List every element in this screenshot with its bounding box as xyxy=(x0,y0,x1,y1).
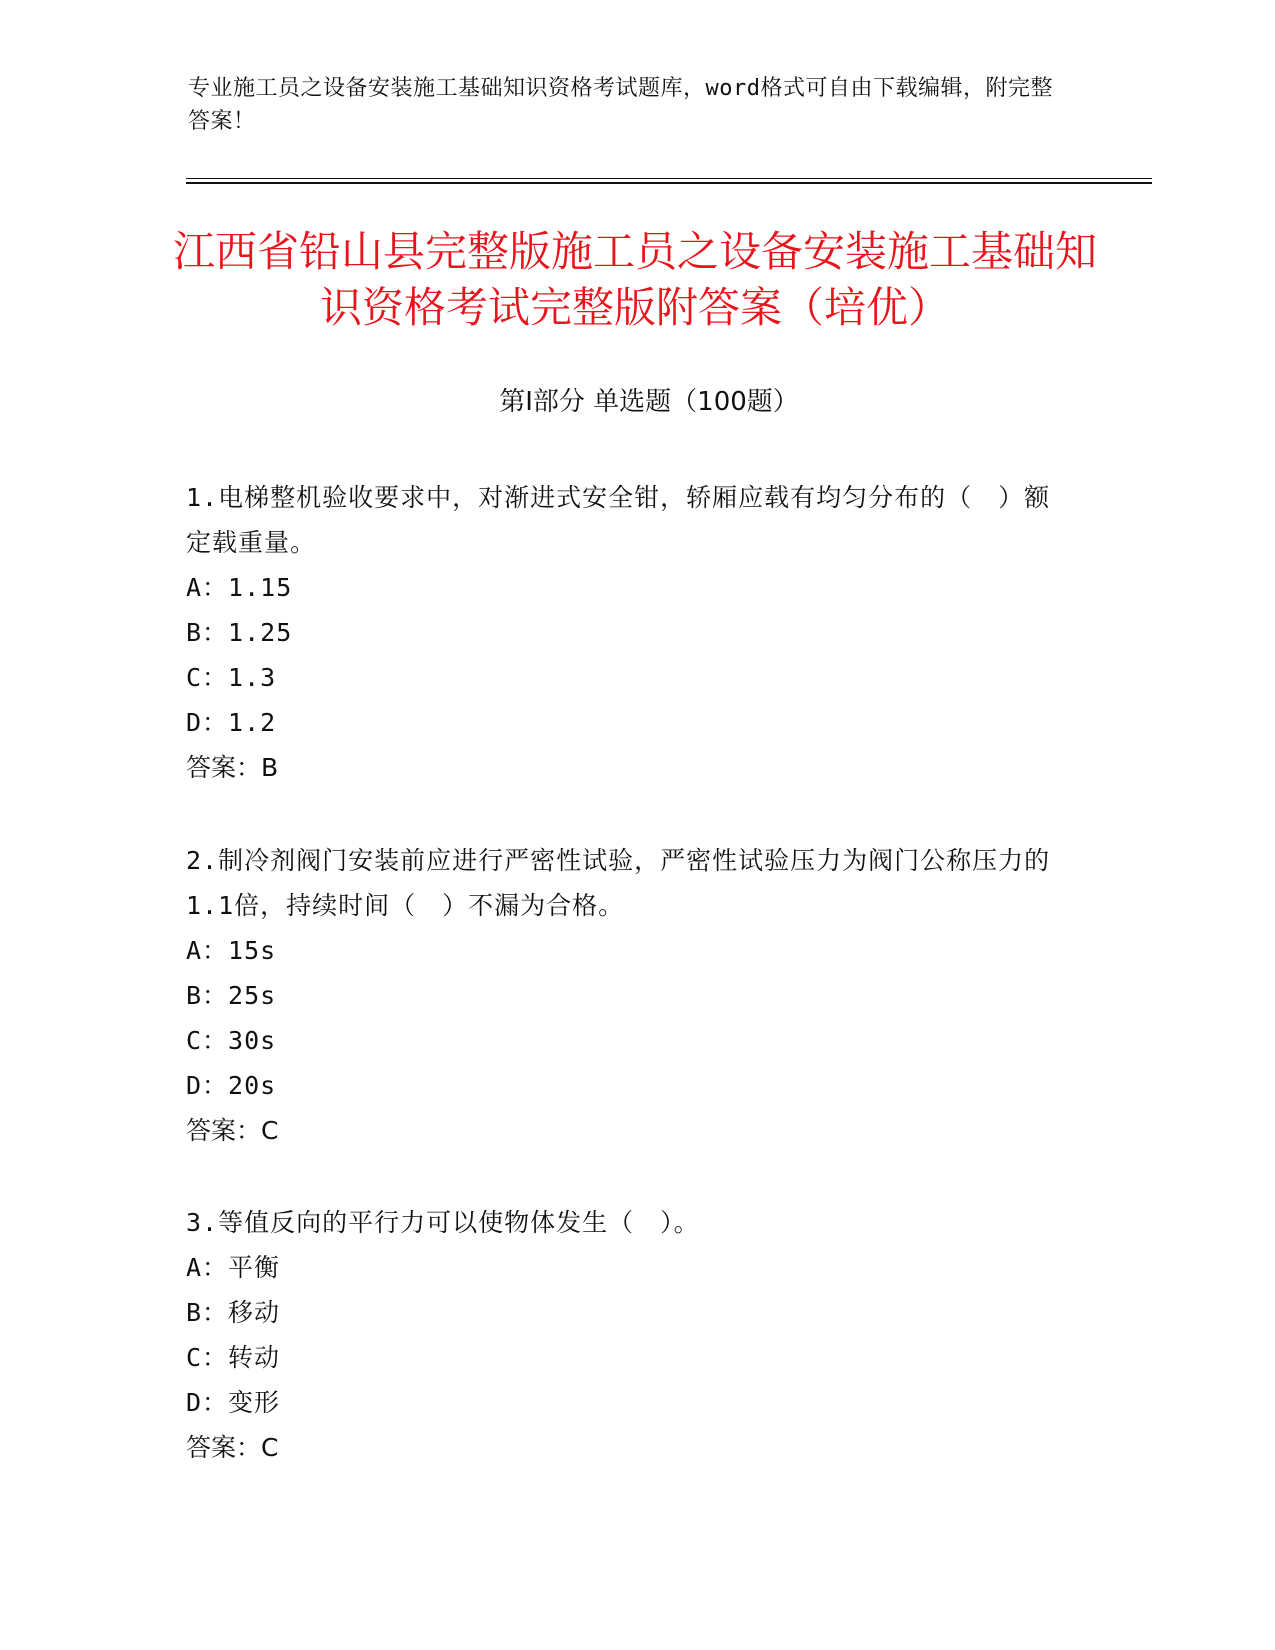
question-text: 2.制冷剂阀门安装前应进行严密性试验，严密性试验压力为阀门公称压力的1.1倍，持续时间（ ）不漏为合格。 xyxy=(186,846,1051,920)
answer: 答案：C xyxy=(186,1116,279,1145)
answer: 答案：B xyxy=(186,753,279,782)
option-a: A：15s xyxy=(186,936,277,965)
option-d: D：20s xyxy=(186,1071,277,1100)
option-c: C：1.3 xyxy=(186,663,277,692)
option-c: C：转动 xyxy=(186,1343,281,1372)
option-b: B：移动 xyxy=(186,1298,281,1327)
header-divider-thick xyxy=(186,182,1152,184)
header-divider-thin xyxy=(186,178,1152,179)
option-b: B：25s xyxy=(186,981,277,1010)
question-3 xyxy=(186,1200,1066,1470)
question-2 xyxy=(186,838,1066,1153)
option-d: D：1.2 xyxy=(186,708,277,737)
header-note: 专业施工员之设备安装施工基础知识资格考试题库，word格式可自由下载编辑，附完整答案！ xyxy=(188,76,1053,134)
option-a: A：1.15 xyxy=(186,573,293,602)
option-a: A：平衡 xyxy=(186,1253,281,1282)
section-heading: 第Ⅰ部分 单选题（100题） xyxy=(499,387,799,417)
question-text: 3.等值反向的平行力可以使物体发生（ ）。 xyxy=(186,1208,700,1237)
option-b: B：1.25 xyxy=(186,618,293,647)
option-d: D：变形 xyxy=(186,1388,281,1417)
question-text: 1.电梯整机验收要求中，对渐进式安全钳，轿厢应载有均匀分布的（ ）额定载重量。 xyxy=(186,483,1051,557)
answer: 答案：C xyxy=(186,1433,279,1462)
document-title: 江西省铅山县完整版施工员之设备安装施工基础知识资格考试完整版附答案（培优） xyxy=(172,227,1097,332)
option-c: C：30s xyxy=(186,1026,277,1055)
question-1 xyxy=(186,475,1066,790)
